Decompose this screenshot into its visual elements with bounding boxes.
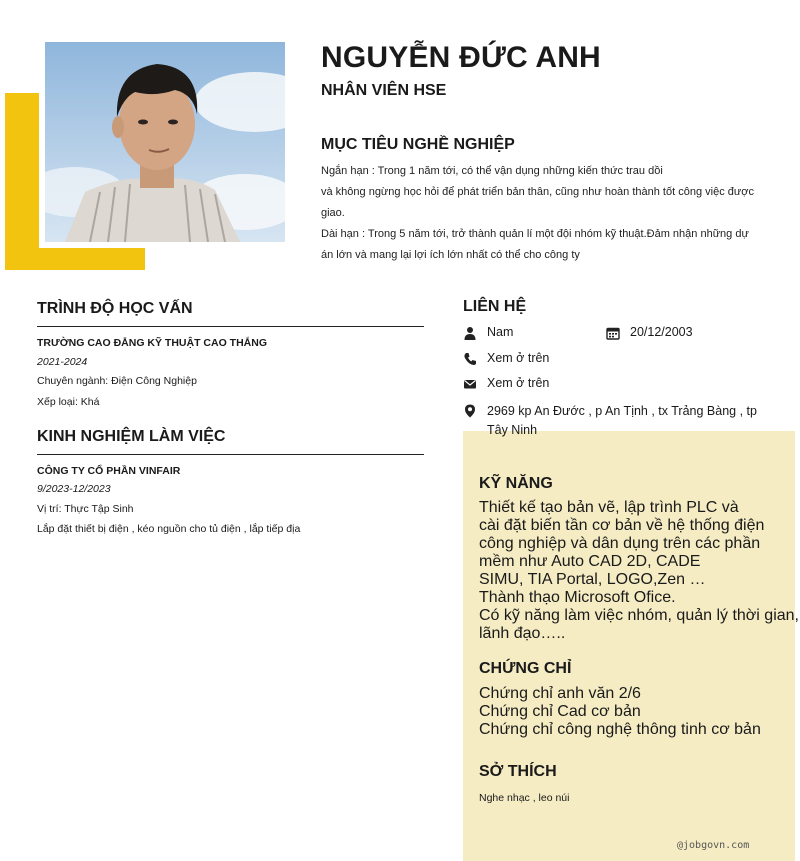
- accent-bar-horizontal: [5, 248, 145, 270]
- objective-line: Ngắn hạn : Trong 1 năm tới, có thể vận dụng những kiến thức trau dồi: [321, 165, 663, 177]
- mail-icon: [463, 377, 477, 391]
- skills-line: Thành thạo Microsoft Ofice.: [479, 589, 676, 606]
- certificates-list: [479, 685, 761, 739]
- contact-address-value: [487, 402, 757, 440]
- contact-title: LIÊN HỆ: [463, 298, 527, 315]
- skills-line: Thiết kế tạo bản vẽ, lập trình PLC và: [479, 499, 739, 516]
- contact-address-line: 2969 kp An Đước , p An Tịnh , tx Trảng Bàng , tp: [487, 404, 757, 418]
- certificate-line: Chứng chỉ anh văn 2/6: [479, 685, 641, 702]
- skills-line: công nghiệp và dân dụng trên các phần: [479, 535, 761, 552]
- skills-title: KỸ NĂNG: [479, 475, 553, 492]
- candidate-role: NHÂN VIÊN HSE: [321, 82, 447, 99]
- certificate-line: Chứng chỉ công nghệ thông tinh cơ bản: [479, 721, 761, 738]
- phone-icon: [463, 352, 477, 366]
- experience-company: CÔNG TY CỔ PHẦN VINFAIR: [37, 465, 181, 477]
- experience-period: 9/2023-12/2023: [37, 483, 111, 495]
- contact-birthday: [606, 325, 693, 340]
- certificate-line: Chứng chỉ Cad cơ bản: [479, 703, 641, 720]
- objective-line: án lớn và mang lại lợi ích lớn nhất có thể cho công ty: [321, 249, 580, 261]
- contact-address-line: Tây Ninh: [487, 423, 538, 437]
- education-grade: Xếp loại: Khá: [37, 396, 100, 408]
- user-icon: [463, 326, 477, 340]
- contact-birthday-value: 20/12/2003: [630, 325, 693, 339]
- certificates-title: CHỨNG CHỈ: [479, 660, 572, 677]
- education-school: TRƯỜNG CAO ĐẲNG KỸ THUẬT CAO THẮNG: [37, 337, 267, 349]
- calendar-icon: [606, 326, 620, 340]
- skills-line: SIMU, TIA Portal, LOGO,Zen …: [479, 571, 706, 588]
- hobbies-title: SỞ THÍCH: [479, 763, 557, 780]
- contact-gender-value: Nam: [487, 325, 514, 339]
- experience-divider: [37, 454, 424, 455]
- education-divider: [37, 326, 424, 327]
- objective-title: MỤC TIÊU NGHỀ NGHIỆP: [321, 136, 515, 153]
- objective-line: Dài hạn : Trong 5 năm tới, trở thành quản lí một đội nhóm kỹ thuật.Đảm nhận những dự: [321, 228, 749, 240]
- contact-gender: [463, 325, 513, 340]
- contact-email-value[interactable]: Xem ở trên: [487, 376, 550, 390]
- skills-line: cài đặt biến tần cơ bản về hệ thống điện: [479, 517, 765, 534]
- contact-phone: [463, 351, 549, 366]
- map-pin-icon: [463, 404, 477, 418]
- profile-photo: [45, 42, 285, 242]
- experience-position: Vị trí: Thực Tập Sinh: [37, 503, 134, 515]
- objective-line: và không ngừng học hỏi để phát triển bản thân, cũng như hoàn thành tốt công việc được: [321, 186, 754, 198]
- hobbies-text: Nghe nhạc , leo núi: [479, 792, 570, 804]
- watermark: @jobgovn.com: [677, 840, 750, 851]
- candidate-name: NGUYỄN ĐỨC ANH: [321, 41, 601, 74]
- contact-address: [463, 402, 763, 440]
- contact-phone-value[interactable]: Xem ở trên: [487, 351, 550, 365]
- profile-photo-illustration: [45, 42, 285, 242]
- skills-line: Có kỹ năng làm việc nhóm, quản lý thời gian, lãnh đạo…..: [479, 607, 799, 642]
- accent-bar-vertical: [5, 93, 39, 270]
- contact-email: [463, 376, 549, 391]
- skills-line: mềm như Auto CAD 2D, CADE: [479, 553, 701, 570]
- experience-title: KINH NGHIỆM LÀM VIỆC: [37, 428, 226, 445]
- experience-description: Lắp đặt thiết bị điện , kéo nguồn cho tủ điện , lắp tiếp địa: [37, 523, 301, 535]
- education-period: 2021-2024: [37, 356, 88, 368]
- objective-line: giao.: [321, 207, 345, 219]
- education-major: Chuyên ngành: Điện Công Nghiệp: [37, 375, 197, 387]
- skills-list: [479, 499, 800, 643]
- education-title: TRÌNH ĐỘ HỌC VẤN: [37, 300, 193, 317]
- objective-text: [321, 161, 766, 266]
